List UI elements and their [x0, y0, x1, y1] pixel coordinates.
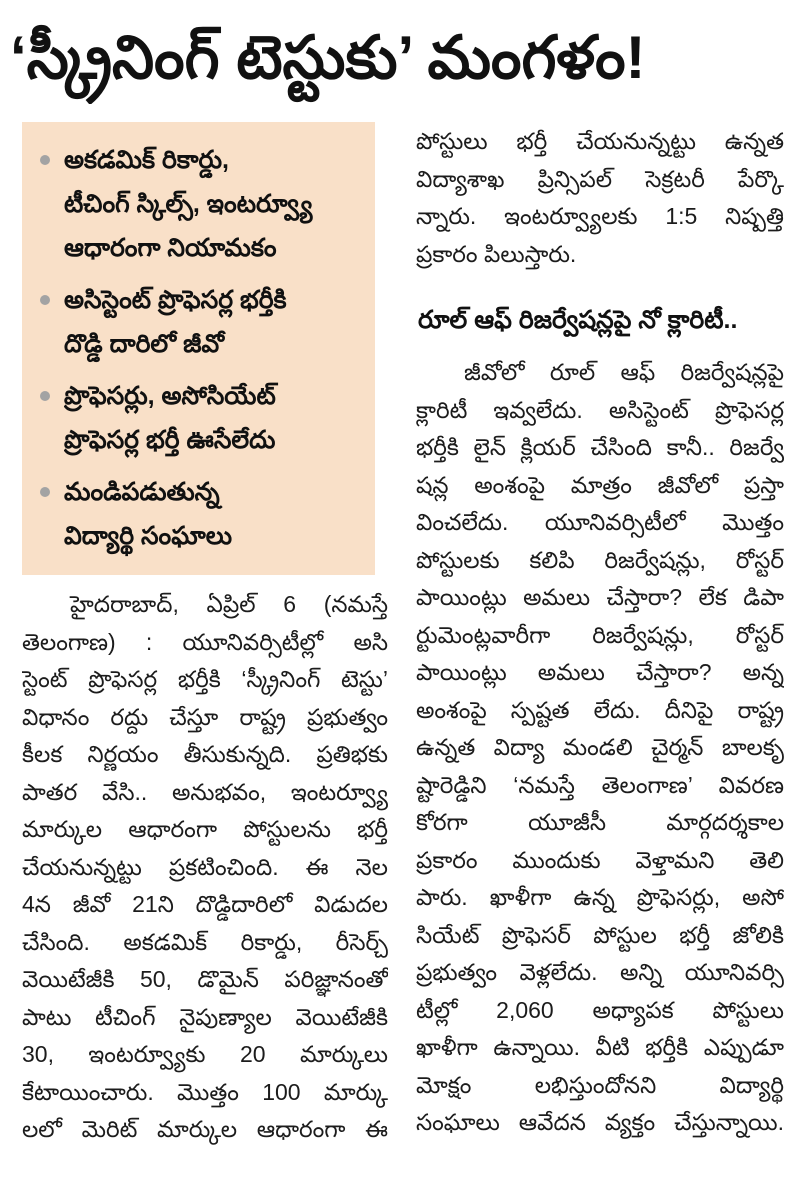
bullet-icon — [40, 155, 50, 165]
body-line-text: పాయింట్లు అమలు చేస్తారా? లేక డిపా — [416, 584, 784, 610]
highlight-line-text: ప్రొఫెసర్ల భర్తీ ఊసేలేదు — [64, 426, 276, 454]
body-line — [22, 886, 388, 924]
body-line-text: పాతర వేసి.. అనుభవం, ఇంటర్వ్యూ — [22, 778, 388, 805]
article-body-right-intro — [416, 123, 784, 273]
highlights-box — [22, 122, 375, 575]
body-line-text: కేటాయించారు. మొత్తం 100 మార్కు — [22, 1078, 388, 1105]
highlight-line-text: విద్యార్థి సంఘాలు — [64, 522, 233, 550]
highlight-item — [40, 278, 361, 366]
body-line-text: 4న జీవో 21ని దొడ్డిదారిలో విడుదల — [22, 891, 388, 917]
highlight-line — [64, 374, 361, 418]
body-line-text: జీవోలో రూల్ ఆఫ్ రిజర్వేషన్లపై — [464, 359, 784, 385]
body-line — [416, 954, 784, 992]
body-line-text: షన్ల అంశంపై మాత్రం జీవోలో ప్రస్తా — [416, 471, 784, 498]
body-line — [22, 924, 388, 962]
body-line — [416, 579, 784, 617]
bullet-icon — [40, 391, 50, 401]
body-line — [22, 1111, 388, 1149]
body-line-text: విద్యాశాఖ ప్రిన్సిపల్ సెక్రటరీ పేర్కొ — [416, 165, 784, 192]
body-line — [416, 692, 784, 730]
body-line-text: మోక్షం లభిస్తుందోనని విద్యార్థి — [416, 1071, 784, 1098]
body-line — [416, 392, 784, 430]
body-line — [416, 842, 784, 880]
body-line — [22, 586, 388, 624]
bullet-icon — [40, 487, 50, 497]
body-line-text: టీల్లో 2,060 అధ్యాపక పోస్టులు — [416, 996, 784, 1023]
body-line — [22, 999, 388, 1037]
body-line-text: చేయనున్నట్టు ప్రకటించింది. ఈ నెల — [22, 853, 388, 880]
body-line — [416, 1067, 784, 1105]
body-line — [416, 729, 784, 767]
bullet-icon — [40, 295, 50, 305]
highlight-line-text: అకడమిక్ రికార్డు, — [64, 146, 229, 174]
body-line-text: ప్రభుత్వం వెళ్లలేదు. అన్ని యూనివర్సి — [416, 959, 784, 985]
body-line — [416, 617, 784, 655]
body-line-text: పాయింట్లు అమలు చేస్తారా? అన్న — [416, 659, 784, 685]
body-line — [416, 236, 784, 274]
body-line — [416, 1104, 784, 1142]
body-line-text: విధానం రద్దు చేస్తూ రాష్ట్ర ప్రభుత్వం — [22, 703, 388, 730]
body-line — [22, 624, 388, 662]
body-line — [416, 992, 784, 1030]
body-line-text: పారు. ఖాళీగా ఉన్న ప్రొఫెసర్లు, అసో — [416, 884, 784, 910]
body-line — [416, 542, 784, 580]
highlight-item — [40, 374, 361, 462]
body-line-text: ప్రకారం ముందుకు వెళ్తామని తెలి — [416, 846, 784, 873]
highlight-line-text: టీచింగ్ స్కిల్స్, ఇంటర్వ్యూ — [64, 190, 313, 218]
body-line — [416, 467, 784, 505]
headline — [10, 12, 790, 104]
highlight-line-text: దొడ్డి దారిలో జీవో — [64, 330, 225, 358]
highlight-text — [64, 138, 361, 270]
body-line — [22, 699, 388, 737]
body-line — [416, 504, 784, 542]
highlight-line — [64, 514, 361, 558]
body-line — [416, 198, 784, 236]
body-line-text: తెలంగాణ) : యూనివర్సిటీల్లో అసి — [22, 628, 388, 655]
body-line — [416, 354, 784, 392]
body-line-text: లలో మెరిట్ మార్కుల ఆధారంగా ఈ — [22, 1116, 388, 1142]
highlight-line — [64, 182, 361, 226]
subheading — [418, 298, 784, 342]
highlight-line-text: ఆధారంగా నియామకం — [64, 234, 277, 262]
highlight-line — [64, 322, 361, 366]
body-line — [22, 774, 388, 812]
body-line-text: సంఘాలు ఆవేదన వ్యక్తం చేస్తున్నాయి. — [416, 1109, 784, 1135]
body-line — [416, 767, 784, 805]
body-line-text: కీలక నిర్ణయం తీసుకున్నది. ప్రతిభకు — [22, 741, 388, 767]
highlight-text — [64, 278, 361, 366]
highlight-line — [64, 470, 361, 514]
body-line-text: అంశంపై స్పష్టత లేదు. దీనిపై రాష్ట్ర — [416, 696, 784, 723]
body-line-text: ర్టుమెంట్లవారీగా రిజర్వేషన్లు, రోస్టర్ — [416, 621, 784, 648]
highlight-line — [64, 226, 361, 270]
article-body-right — [416, 354, 784, 1142]
body-line — [22, 736, 388, 774]
body-line — [416, 804, 784, 842]
body-line — [416, 429, 784, 467]
highlight-item — [40, 470, 361, 558]
body-line-text: మార్కుల ఆధారంగా పోస్టులను భర్తీ — [22, 816, 388, 842]
body-line-text: ప్రకారం పిలుస్తారు. — [416, 240, 577, 267]
body-line — [22, 849, 388, 887]
body-line-text: హైదరాబాద్, ఏప్రిల్ 6 (నమస్తే — [70, 591, 388, 617]
body-line — [416, 123, 784, 161]
body-line-text: కోరగా యూజీసీ మార్గదర్శకాల — [416, 809, 784, 835]
body-line-text: భర్తీకి లైన్ క్లియర్ చేసింది కానీ.. రిజర్వే — [416, 434, 784, 460]
body-line-text: పాటు టీచింగ్ నైపుణ్యాల వెయిటేజీకి — [22, 1003, 388, 1030]
highlight-line — [64, 278, 361, 322]
highlight-line — [64, 138, 361, 182]
body-line-text: పోస్టులకు కలిపి రిజర్వేషన్లు, రోస్టర్ — [416, 546, 784, 573]
headline-text: ‘స్క్రీనింగ్ టెస్టుకు’ మంగళం! — [10, 24, 646, 91]
body-line-text: స్టెంట్ ప్రొఫెసర్ల భర్తీకి ‘స్క్రీనింగ్ టెస్టు’ — [22, 666, 388, 692]
highlight-line-text: అసిస్టెంట్ ప్రొఫెసర్ల భర్తీకి — [64, 286, 287, 314]
highlight-text — [64, 470, 361, 558]
body-line — [22, 1074, 388, 1112]
body-line — [416, 879, 784, 917]
highlight-text — [64, 374, 361, 462]
body-line — [416, 917, 784, 955]
body-line-text: 30, ఇంటర్వ్యూకు 20 మార్కులు — [22, 1041, 388, 1067]
body-line — [22, 811, 388, 849]
body-line-text: ష్టారెడ్డిని ‘నమస్తే తెలంగాణ’ వివరణ — [416, 771, 784, 798]
highlight-line — [64, 418, 361, 462]
body-line — [416, 1029, 784, 1067]
body-line-text: సియేట్ ప్రొఫెసర్ పోస్టుల భర్తీ జోలికి — [416, 921, 784, 948]
body-line — [416, 654, 784, 692]
article-body-left — [22, 586, 388, 1149]
body-line — [22, 661, 388, 699]
body-line-text: న్నారు. ఇంటర్వ్యూలకు 1:5 నిష్పత్తి — [416, 203, 784, 229]
body-line — [416, 161, 784, 199]
body-line — [22, 961, 388, 999]
body-line-text: పోస్టులు భర్తీ చేయనున్నట్టు ఉన్నత — [416, 128, 784, 154]
highlight-line-text: మండిపడుతున్న — [64, 478, 220, 506]
body-line-text: ఖాళీగా ఉన్నాయి. వీటి భర్తీకి ఎప్పుడూ — [416, 1034, 784, 1060]
body-line-text: క్లారిటీ ఇవ్వలేదు. అసిస్టెంట్ ప్రొఫెసర్ల — [416, 396, 784, 423]
body-line — [22, 1036, 388, 1074]
highlight-item — [40, 138, 361, 270]
body-line-text: ఉన్నత విద్యా మండలి చైర్మన్ బాలకృ — [416, 734, 784, 760]
highlight-line-text: ప్రొఫెసర్లు, అసోసియేట్ — [64, 382, 276, 410]
body-line-text: వించలేదు. యూనివర్సిటీలో మొత్తం — [416, 509, 784, 535]
body-line-text: చేసింది. అకడమిక్ రికార్డు, రీసెర్చ్ — [22, 928, 388, 955]
body-line-text: వెయిటేజీకి 50, డొమైన్ పరిజ్ఞానంతో — [22, 966, 388, 992]
subheading-text: రూల్ ఆఫ్ రిజర్వేషన్లపై నో క్లారిటీ.. — [418, 306, 738, 334]
